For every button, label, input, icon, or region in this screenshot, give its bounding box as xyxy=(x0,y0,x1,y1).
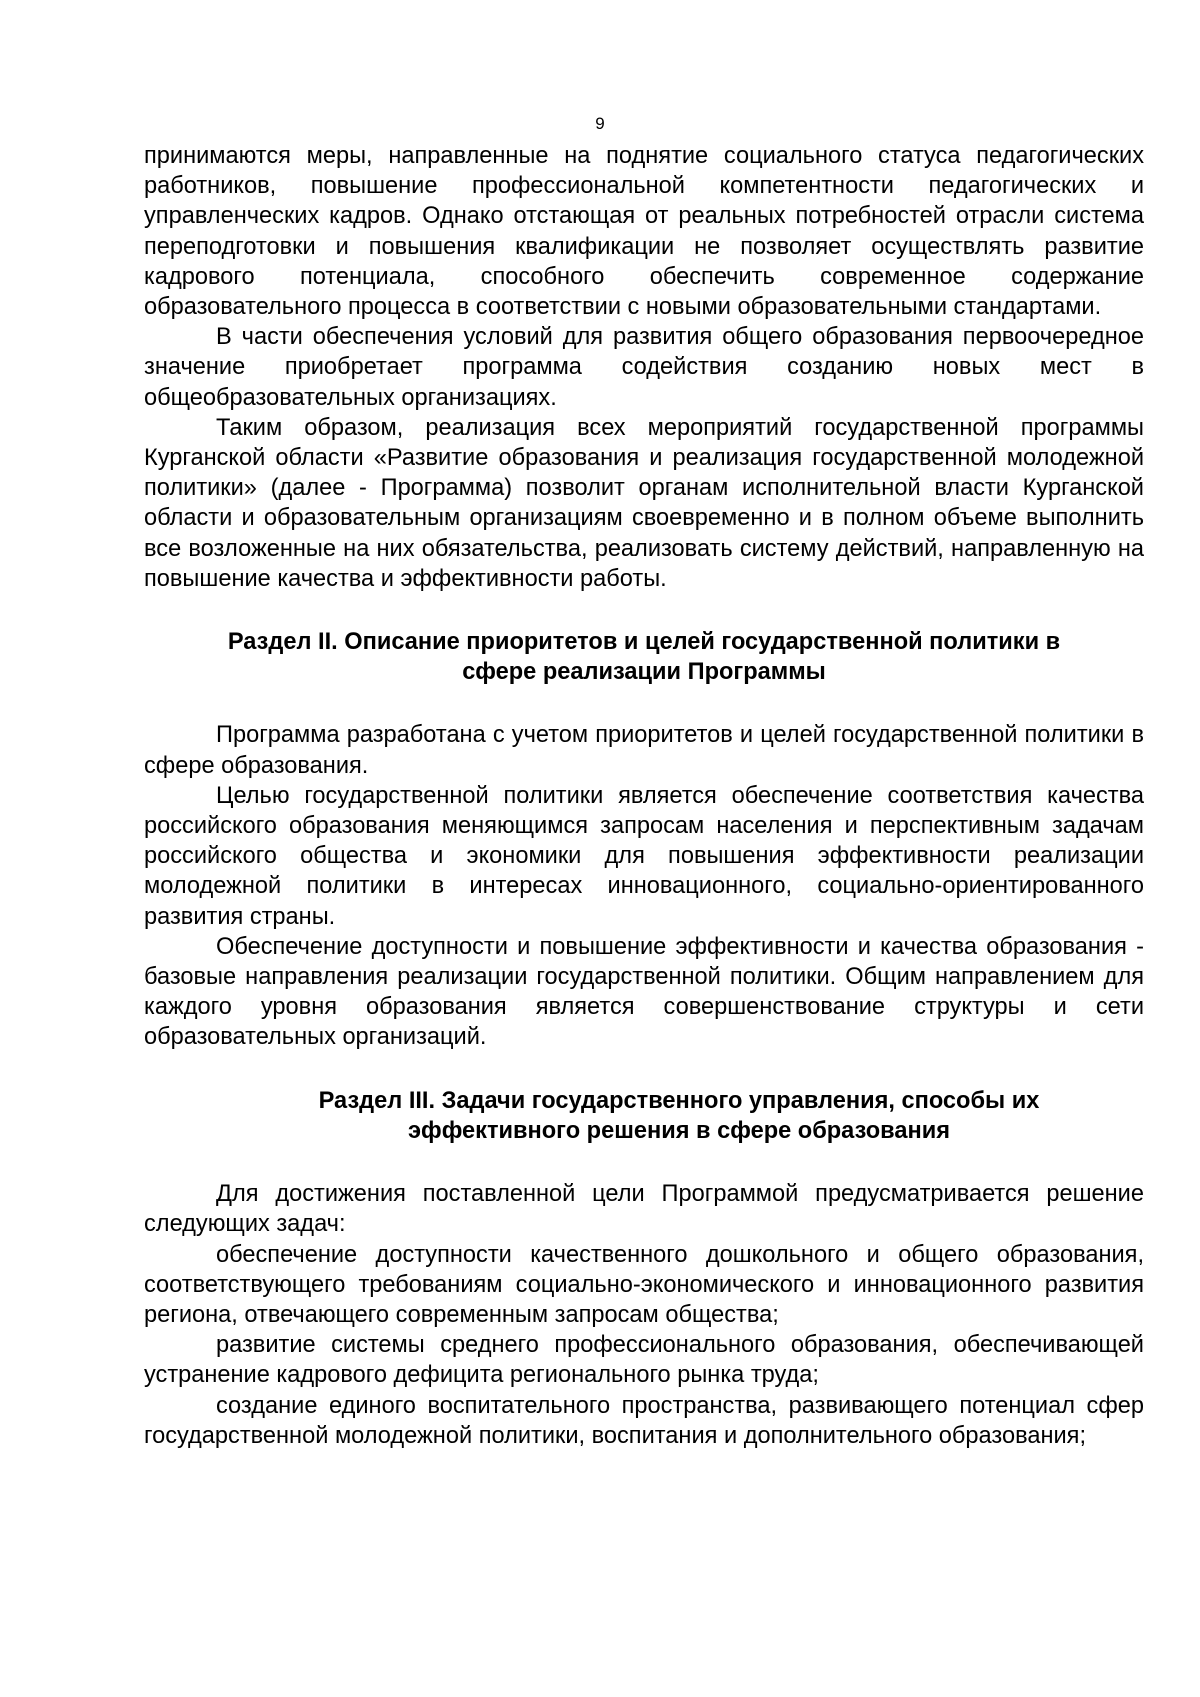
paragraph-section-2-intro: Программа разработана с учетом приоритетов и целей государственной политики в сфере образования. xyxy=(144,722,1144,779)
section-3-title xyxy=(144,1086,1144,1146)
paragraph-section-3-intro: Для достижения поставленной цели Программой предусматривается решение следующих задач: xyxy=(144,1181,1144,1238)
section-3-title-line-2: эффективного решения в сфере образования xyxy=(408,1117,950,1144)
paragraph-section-2-directions: Обеспечение доступности и повышение эффективности и качества образования - базовые направления реализации государственной политики. Общим направлением для каждого уровня образования является совершенствование структуры и сети образовательных организаций. xyxy=(144,933,1144,1051)
document-body xyxy=(144,141,1144,1451)
page-number: 9 xyxy=(595,114,605,133)
paragraph-continuation: принимаются меры, направленные на поднятие социального статуса педагогических работников, повышение профессиональной компетентности педагогических и управленческих кадров. Однако отстающая от реальных потребностей отрасли система переподготовки и повышения квалификации не позволяет осуществлять развитие кадрового потенциала, способного обеспечить современное содержание образовательного процесса в соответствии с новыми образовательными стандартами. xyxy=(144,143,1144,321)
task-item-preschool-general: обеспечение доступности качественного дошкольного и общего образования, соответствующего требованиям социально-экономического и инновационного развития региона, отвечающего современным запросам общества; xyxy=(144,1241,1144,1328)
task-item-educational-space: создание единого воспитательного пространства, развивающего потенциал сфер государственной молодежной политики, воспитания и дополнительного образования; xyxy=(144,1392,1144,1449)
paragraph-section-2-goal: Целью государственной политики является обеспечение соответствия качества российского образования меняющимся запросам населения и перспективным задачам российского общества и экономики для повышения эффективности реализации молодежной политики в интересах инновационного, социально-ориентированного развития страны. xyxy=(144,782,1144,930)
section-2-title-line-1: Раздел II. Описание приоритетов и целей государственной политики в xyxy=(227,629,1061,656)
task-item-vocational: развитие системы среднего профессионального образования, обеспечивающей устранение кадрового дефицита регионального рынка труда; xyxy=(144,1332,1144,1389)
section-2-title-line-2: сфере реализации Программы xyxy=(462,659,826,686)
section-2-title xyxy=(144,627,1144,687)
section-3-title-line-1: Раздел III. Задачи государственного управления, способы их xyxy=(318,1087,1040,1114)
paragraph-program-summary: Таким образом, реализация всех мероприятий государственной программы Курганской области «Развитие образования и реализация государственной молодежной политики» (далее - Программа) позволит органам исполнительной власти Курганской области и образовательным организациям своевременно и в полном объеме выполнить все возложенные на них обязательства, реализовать систему действий, направленную на повышение качества и эффективности работы. xyxy=(144,414,1144,592)
paragraph-general-education: В части обеспечения условий для развития общего образования первоочередное значение приобретает программа содействия созданию новых мест в общеобразовательных организациях. xyxy=(144,324,1144,411)
